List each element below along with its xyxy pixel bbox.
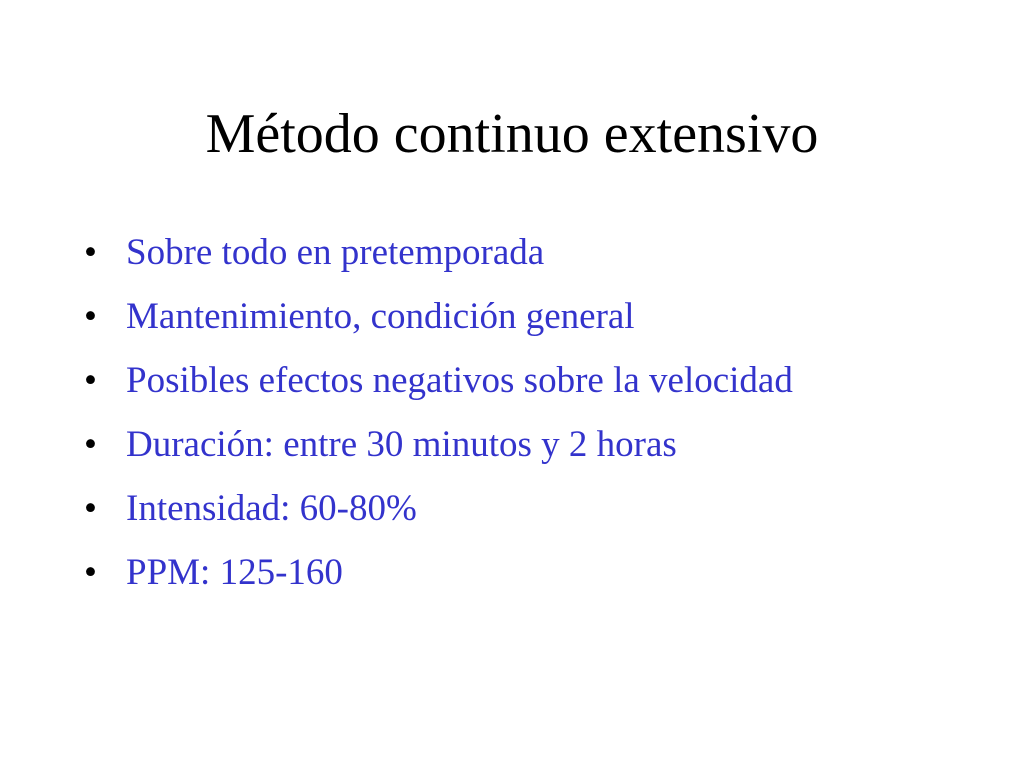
bullet-icon: • [84,552,97,593]
bullet-text: Posibles efectos negativos sobre la velocidad [126,360,793,401]
bullet-icon: • [84,296,97,337]
bullet-icon: • [84,232,97,273]
bullet-text: Intensidad: 60-80% [126,488,417,529]
bullet-text: PPM: 125-160 [126,552,343,593]
bullet-item [84,294,944,340]
bullet-item [84,486,944,532]
bullet-icon: • [84,360,97,401]
bullet-list [84,230,944,614]
slide-title: Método continuo extensivo [205,103,819,165]
bullet-item [84,230,944,276]
bullet-item [84,358,944,404]
bullet-item [84,422,944,468]
bullet-text: Sobre todo en pretemporada [126,232,545,273]
bullet-text: Duración: entre 30 minutos y 2 horas [126,424,677,465]
bullet-icon: • [84,488,97,529]
bullet-item [84,550,944,596]
bullet-text: Mantenimiento, condición general [126,296,635,337]
bullet-icon: • [84,424,97,465]
